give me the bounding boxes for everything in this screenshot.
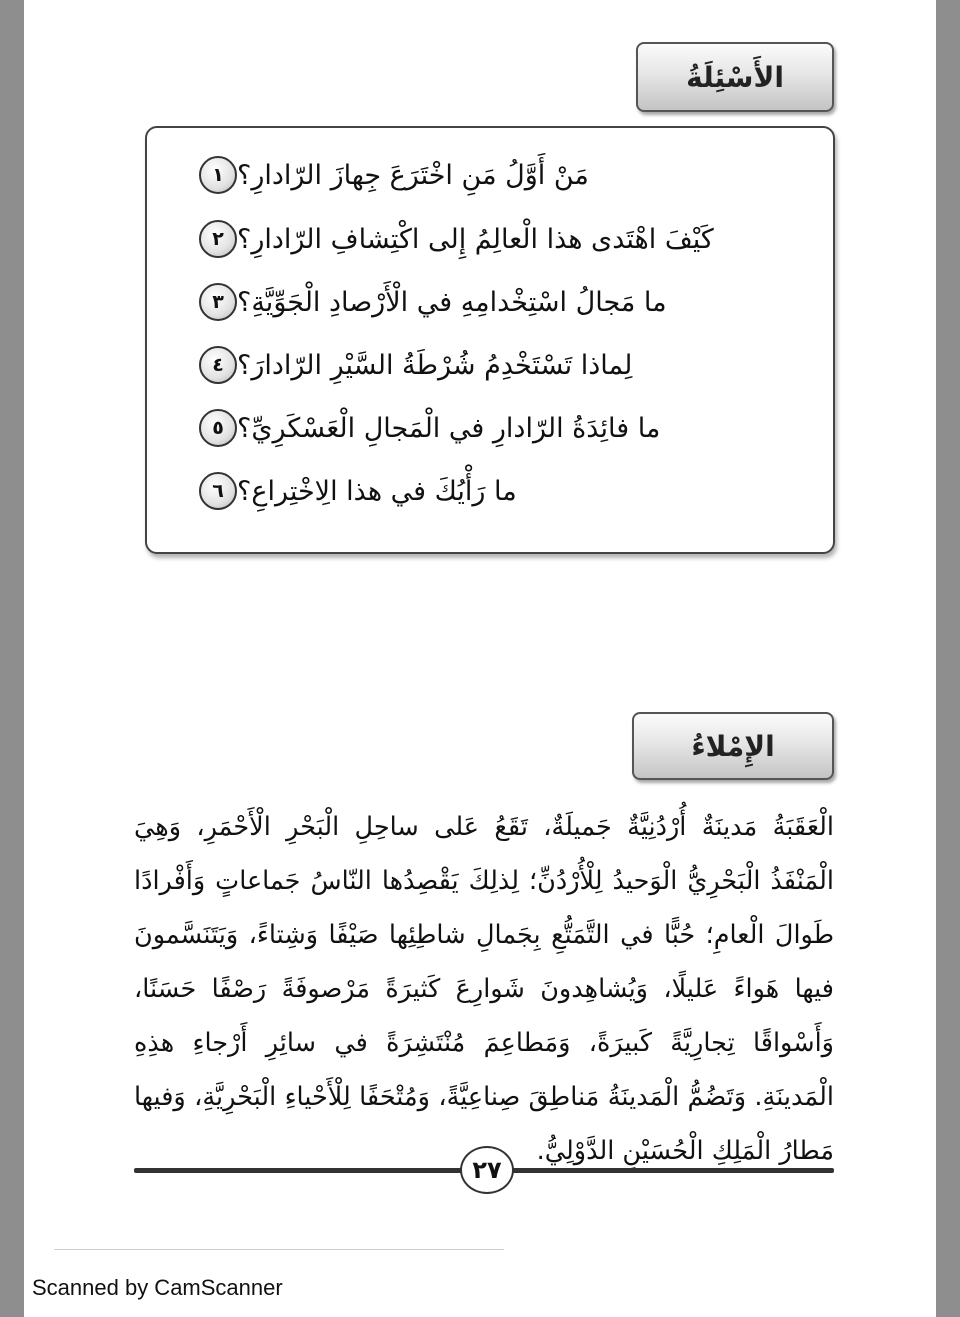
question-text: ما رَأْيُكَ في هذا الِاخْتِراعِ؟	[237, 475, 517, 507]
question-item	[187, 277, 809, 327]
question-number: ٢	[199, 220, 237, 258]
questions-box	[145, 126, 835, 554]
question-text: مَنْ أَوَّلُ مَنِ اخْتَرَعَ جِهازَ الرّادارِ؟	[237, 159, 589, 191]
question-number: ٦	[199, 472, 237, 510]
question-item	[187, 340, 809, 390]
document-page	[24, 0, 936, 1317]
dictation-paragraph	[134, 800, 834, 1178]
questions-title: الأَسْئِلَةُ	[686, 60, 784, 94]
footer-rule-left	[134, 1168, 464, 1173]
question-item	[187, 403, 809, 453]
question-number: ٤	[199, 346, 237, 384]
footer-rule-right	[510, 1168, 834, 1173]
question-number: ٥	[199, 409, 237, 447]
question-text: كَيْفَ اهْتَدى هذا الْعالِمُ إِلى اكْتِشافِ الرّادارِ؟	[237, 223, 714, 255]
question-text: لِماذا تَسْتَخْدِمُ شُرْطَةُ السَّيْرِ الرّادارَ؟	[237, 349, 633, 381]
question-item	[187, 150, 809, 200]
dictation-section-header	[632, 712, 834, 780]
question-item	[187, 214, 809, 264]
page-number: ٢٧	[460, 1146, 514, 1194]
question-item	[187, 466, 809, 516]
question-text: ما فائِدَةُ الرّادارِ في الْمَجالِ الْعَسْكَرِيِّ؟	[237, 412, 661, 444]
question-number: ١	[199, 156, 237, 194]
scan-edge-line	[54, 1249, 504, 1250]
scanner-watermark: Scanned by CamScanner	[32, 1275, 283, 1300]
questions-section-header	[636, 42, 834, 112]
dictation-text: الْعَقَبَةُ مَدينَةٌ أُرْدُنِيَّةٌ جَميلَةٌ، تَقَعُ عَلى ساحِلِ الْبَحْرِ الْأَحْمَرِ، وَهِيَ الْمَنْفَذُ الْبَحْرِيُّ الْوَحيدُ لِلْأُرْدُنِّ؛ لِذلِكَ يَقْصِدُها النّاسُ جَماعاتٍ وَأَفْرادًا طَوالَ الْعامِ؛ حُبًّا في التَّمَتُّعِ بِجَمالِ شاطِئِها صَيْفًا وَشِتاءً، وَيَتَنَسَّمونَ فيها هَواءً عَليلًا، وَيُشاهِدونَ شَوارِعَ كَثيرَةً مَرْصوفَةً رَصْفًا حَسَنًا، وَأَسْواقًا تِجارِيَّةً كَبيرَةً، وَمَطاعِمَ مُنْتَشِرَةً في سائِرِ أَرْجاءِ هذِهِ الْمَدينَةِ. وَتَضُمُّ الْمَدينَةُ مَناطِقَ صِناعِيَّةً، وَمُتْحَفًا لِلْأَحْياءِ الْبَحْرِيَّةِ، وَفيها مَطارُ الْمَلِكِ الْحُسَيْنِ الدَّوْلِيُّ.	[134, 812, 834, 1166]
question-number: ٣	[199, 283, 237, 321]
dictation-title: الإِمْلاءُ	[691, 729, 775, 763]
question-text: ما مَجالُ اسْتِخْدامِهِ في الْأَرْصادِ الْجَوِّيَّةِ؟	[237, 286, 667, 318]
